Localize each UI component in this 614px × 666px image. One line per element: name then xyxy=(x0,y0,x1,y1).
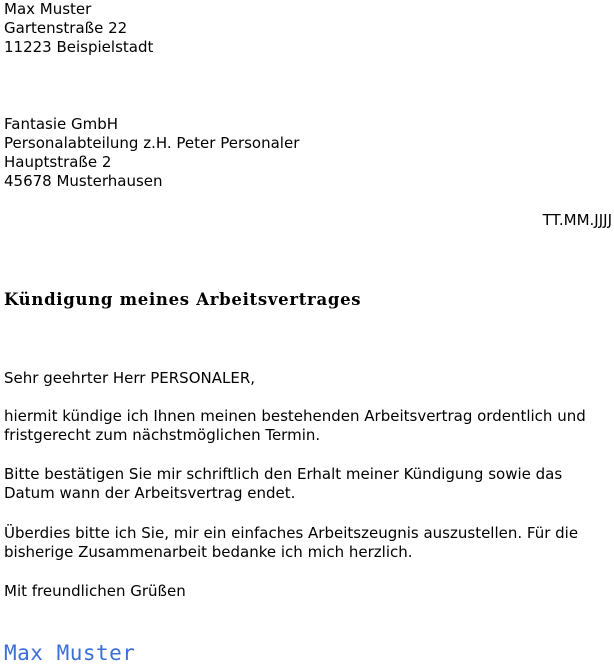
paragraph-termination xyxy=(4,407,612,445)
paragraph-line: Bitte bestätigen Sie mir schriftlich den Erhalt meiner Kündigung sowie das xyxy=(4,465,563,483)
paragraph-line: Überdies bitte ich Sie, mir ein einfaches Arbeitszeugnis auszustellen. Für die xyxy=(4,524,579,542)
recipient-street: Hauptstraße 2 xyxy=(4,153,112,171)
salutation: Sehr geehrter Herr PERSONALER, xyxy=(4,369,256,387)
paragraph-confirmation xyxy=(4,465,612,503)
paragraph-line: fristgerecht zum nächstmöglichen Termin. xyxy=(4,426,321,444)
closing: Mit freundlichen Grüßen xyxy=(4,582,186,600)
sender-street: Gartenstraße 22 xyxy=(4,19,128,37)
paragraph-line: bisherige Zusammenarbeit bedanke ich mich herzlich. xyxy=(4,543,413,561)
sender-name: Max Muster xyxy=(4,0,92,18)
recipient-company: Fantasie GmbH xyxy=(4,115,119,133)
paragraph-reference xyxy=(4,524,612,562)
signature: Max Muster xyxy=(4,641,136,665)
paragraph-line: Datum wann der Arbeitsvertrag endet. xyxy=(4,484,296,502)
letter-subject: Kündigung meines Arbeitsvertrages xyxy=(4,290,362,309)
recipient-department: Personalabteilung z.H. Peter Personaler xyxy=(4,134,300,152)
sender-city: 11223 Beispielstadt xyxy=(4,38,154,56)
letter-date: TT.MM.JJJJ xyxy=(542,211,612,229)
paragraph-line: hiermit kündige ich Ihnen meinen bestehenden Arbeitsvertrag ordentlich und xyxy=(4,407,586,425)
recipient-city: 45678 Musterhausen xyxy=(4,172,163,190)
